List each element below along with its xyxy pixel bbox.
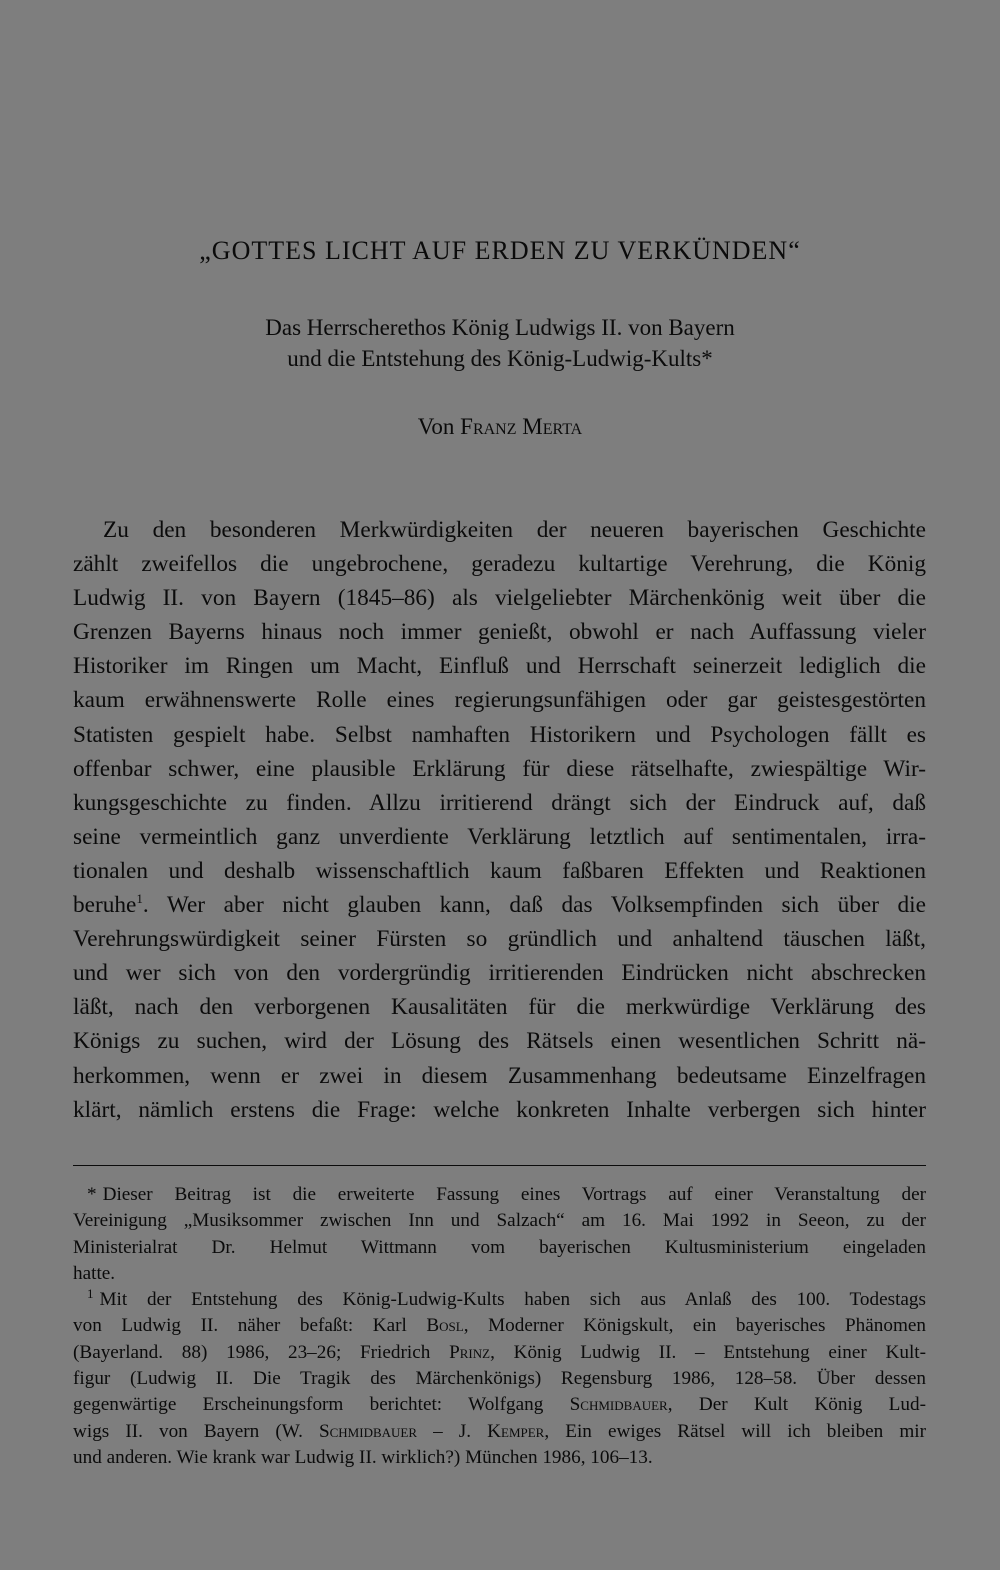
subtitle-line: und die Entstehung des König-Ludwig-Kults* xyxy=(287,346,713,371)
footnote-text: gegenwärtige Erscheinungsform berichtet: Wolfgang xyxy=(73,1394,570,1416)
text-line: Statisten gespielt habe. Selbst namhaften Historikern und Psychologen fällt es xyxy=(73,721,926,748)
text-line: Historiker im Ringen um Macht, Einfluß und Herrschaft seinerzeit lediglich die xyxy=(73,653,926,680)
footnote-reference[interactable]: 1 xyxy=(136,891,143,907)
cited-author: Prinz xyxy=(449,1341,491,1363)
footnote-text: – J. xyxy=(417,1420,488,1442)
footnote-text: , Ein ewiges Rätsel will ich bleiben mir xyxy=(544,1420,926,1442)
text-line: Verehrungswürdigkeit seiner Fürsten so gründlich und anhaltend täuschen läßt, xyxy=(73,926,926,953)
footnote-separator xyxy=(73,1165,926,1166)
subtitle-line: Das Herrscherethos König Ludwigs II. von Bayern xyxy=(265,315,735,340)
text-line: offenbar schwer, eine plausible Erklärung für diese rätselhafte, zwiespältige Wir- xyxy=(73,755,926,782)
footnote-text: (Bayerland. 88) 1986, 23–26; Friedrich xyxy=(73,1341,450,1363)
text-line: Zu den besonderen Merkwürdigkeiten der neueren bayerischen Geschichte xyxy=(103,517,926,543)
footnote-line xyxy=(73,1287,926,1313)
footnote-line xyxy=(73,1313,926,1339)
text-line: kungsgeschichte zu finden. Allzu irritierend drängt sich der Eindruck auf, daß xyxy=(73,789,926,816)
footnote-line: figur (Ludwig II. Die Tragik des Märchenkönigs) Regensburg 1986, 128–58. Über dessen xyxy=(73,1368,926,1390)
footnote-line: Vereinigung „Musiksommer zwischen Inn und Salzach“ am 16. Mai 1992 in Seeon, zu der xyxy=(73,1210,926,1232)
cited-author: Bosl xyxy=(426,1315,464,1337)
text-line: klärt, nämlich erstens die Frage: welche konkreten Inhalte verbergen sich hinter xyxy=(73,1096,926,1123)
footnote-line xyxy=(73,1392,926,1418)
text-line: Grenzen Bayerns hinaus noch immer genießt, obwohl er nach Auffassung vieler xyxy=(73,619,926,646)
text-line: läßt, nach den verborgenen Kausalitäten für die merkwürdige Verklärung des xyxy=(73,994,926,1021)
article-title: „GOTTES LICHT AUF ERDEN ZU VERKÜNDEN“ xyxy=(199,236,801,265)
text-fragment: . Wer aber nicht glauben kann, daß das Volksempfinden sich über die xyxy=(142,892,926,919)
footnote-text: Mit der Entstehung des König-Ludwig-Kults haben sich aus Anlaß des 100. Todestags xyxy=(99,1289,926,1311)
cited-author: Schmidbauer xyxy=(318,1420,418,1442)
footnote-text: , Der Kult König Lud- xyxy=(667,1394,926,1416)
text-line: Königs zu suchen, wird der Lösung des Rätsels einen wesentlichen Schritt nä- xyxy=(73,1028,926,1055)
footnote-line xyxy=(73,1340,926,1366)
author-name: Franz Merta xyxy=(460,414,583,439)
text-line xyxy=(73,888,926,922)
footnote-text: von Ludwig II. näher befaßt: Karl xyxy=(73,1315,427,1337)
text-line: kaum erwähnenswerte Rolle eines regierungsunfähigen oder gar geistesgestörten xyxy=(73,687,926,714)
cited-author: Schmidbauer xyxy=(569,1394,668,1416)
footnote-text: Dieser Beitrag ist die erweiterte Fassung eines Vortrags auf einer Veranstaltung der xyxy=(102,1184,926,1205)
text-line: tionalen und deshalb wissenschaftlich kaum faßbaren Effekten und Reaktionen xyxy=(73,857,926,884)
footnote-text: , König Ludwig II. – Entstehung einer Kult- xyxy=(490,1341,926,1363)
author-byline xyxy=(0,414,1000,440)
footnote-marker: 1 xyxy=(87,1285,94,1301)
byline-prefix: Von xyxy=(417,414,455,439)
footnote-line: hatte. xyxy=(73,1262,116,1284)
footnotes xyxy=(73,1182,926,1471)
footnote-text: wigs II. von Bayern (W. xyxy=(73,1420,319,1442)
cited-author: Kemper xyxy=(487,1420,545,1442)
body-paragraph xyxy=(73,513,926,1127)
text-line: seine vermeintlich ganz unverdiente Verklärung letztlich auf sentimentalen, irra- xyxy=(73,823,926,850)
text-fragment: beruhe xyxy=(73,892,137,919)
text-line: Ludwig II. von Bayern (1845–86) als vielgeliebter Märchenkönig weit über die xyxy=(73,585,926,612)
footnote-line xyxy=(73,1419,926,1445)
text-line: herkommen, wenn er zwei in diesem Zusammenhang bedeutsame Einzelfragen xyxy=(73,1062,926,1089)
footnote-marker: * xyxy=(87,1184,97,1205)
text-line: und wer sich von den vordergründig irritierenden Eindrücken nicht abschrecken xyxy=(73,960,926,987)
footnote-line xyxy=(73,1182,926,1208)
text-line: zählt zweifellos die ungebrochene, geradezu kultartige Verehrung, die König xyxy=(73,551,926,578)
footnote-line: Ministerialrat Dr. Helmut Wittmann vom bayerischen Kultusministerium eingeladen xyxy=(73,1236,926,1258)
article-subtitle xyxy=(0,312,1000,374)
footnote-line: und anderen. Wie krank war Ludwig II. wirklich?) München 1986, 106–13. xyxy=(73,1446,653,1468)
footnote-text: , Moderner Königskult, ein bayerisches Phänomen xyxy=(463,1315,926,1337)
